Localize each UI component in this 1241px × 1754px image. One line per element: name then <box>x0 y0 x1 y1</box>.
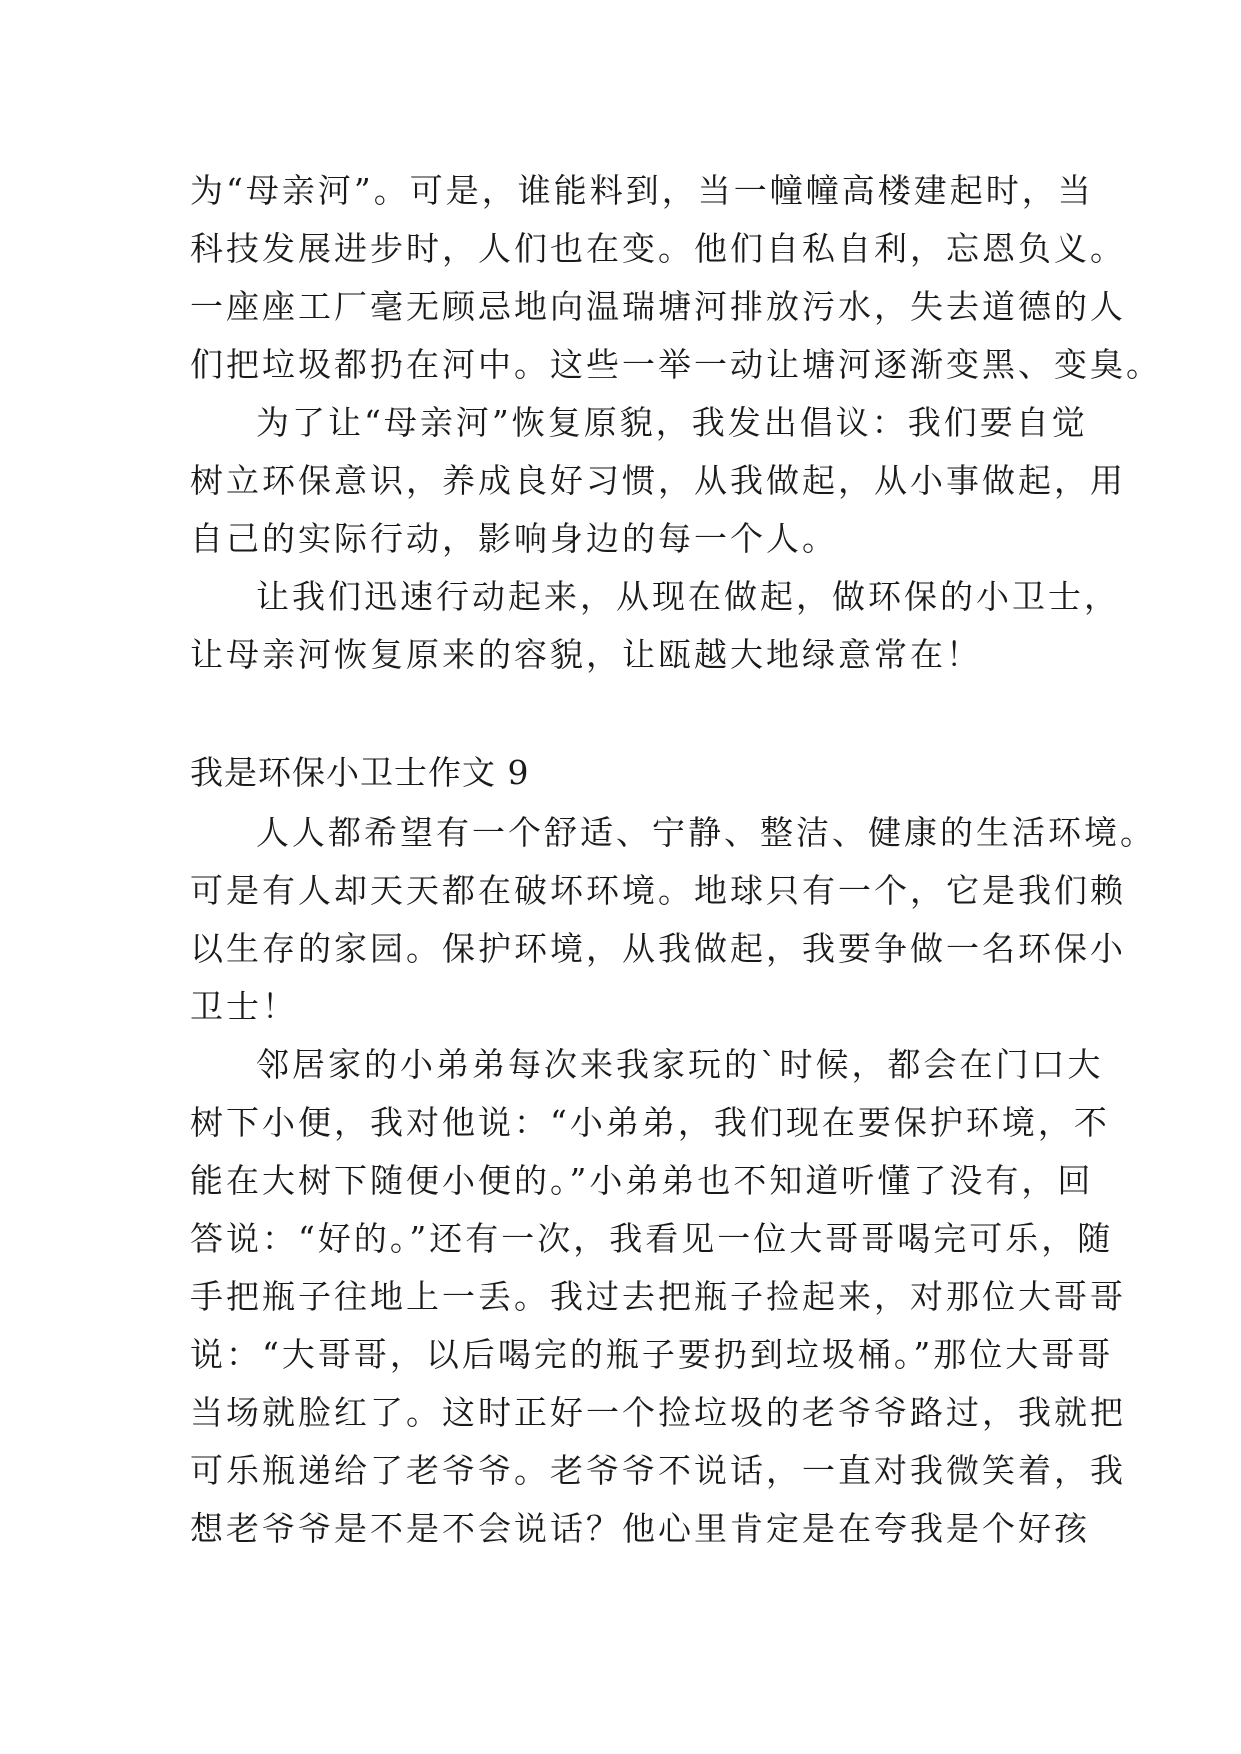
text-line: 们把垃圾都扔在河中。这些一举一动让塘河逐渐变黑、变臭。 <box>190 345 1162 384</box>
essay-title: 我是环保小卫士作文 9 <box>190 753 530 792</box>
text-line: 想老爷爷是不是不会说话？他心里肯定是在夸我是个好孩 <box>190 1509 1090 1548</box>
paragraph <box>190 804 1156 1036</box>
text-line: 可乐瓶递给了老爷爷。老爷爷不说话，一直对我微笑着，我 <box>190 1451 1126 1490</box>
text-line: 以生存的家园。保护环境，从我做起，我要争做一名环保小 <box>190 929 1126 968</box>
text-line: 自己的实际行动，影响身边的每一个人。 <box>190 519 838 558</box>
text-line: 树下小便，我对他说：“小弟弟，我们现在要保护环境，不 <box>190 1103 1110 1142</box>
text-line: 答说：“好的。”还有一次，我看见一位大哥哥喝完可乐，随 <box>190 1219 1114 1258</box>
text-line: 可是有人却天天都在破坏环境。地球只有一个，它是我们赖 <box>190 871 1126 910</box>
paragraph <box>190 568 1120 684</box>
document-page <box>190 162 1162 1558</box>
text-line: 让母亲河恢复原来的容貌，让瓯越大地绿意常在！ <box>190 635 982 674</box>
section-gap <box>190 684 1070 742</box>
text-line: 说：“大哥哥，以后喝完的瓶子要扔到垃圾桶。”那位大哥哥 <box>190 1335 1114 1374</box>
paragraph <box>190 1036 1126 1558</box>
text-line: 当场就脸红了。这时正好一个捡垃圾的老爷爷路过，我就把 <box>190 1393 1126 1432</box>
text-line: 为了让“母亲河”恢复原貌，我发出倡议：我们要自觉 <box>256 403 1088 442</box>
text-line: 卫士！ <box>190 987 298 1026</box>
text-line: 为“母亲河”。可是，谁能料到，当一幢幢高楼建起时，当 <box>190 171 1094 210</box>
paragraph <box>190 162 1162 394</box>
text-line: 手把瓶子往地上一丢。我过去把瓶子捡起来，对那位大哥哥 <box>190 1277 1126 1316</box>
text-line: 能在大树下随便小便的。”小弟弟也不知道听懂了没有，回 <box>190 1161 1094 1200</box>
text-line: 树立环保意识，养成良好习惯，从我做起，从小事做起，用 <box>190 461 1126 500</box>
text-line: 一座座工厂毫无顾忌地向温瑞塘河排放污水，失去道德的人 <box>190 287 1126 326</box>
text-line: 让我们迅速行动起来，从现在做起，做环保的小卫士， <box>256 577 1120 616</box>
text-line: 邻居家的小弟弟每次来我家玩的`时候，都会在门口大 <box>256 1045 1104 1084</box>
paragraph <box>190 394 1126 568</box>
text-line: 科技发展进步时，人们也在变。他们自私自利，忘恩负义。 <box>190 229 1126 268</box>
text-line: 人人都希望有一个舒适、宁静、整洁、健康的生活环境。 <box>256 813 1156 852</box>
